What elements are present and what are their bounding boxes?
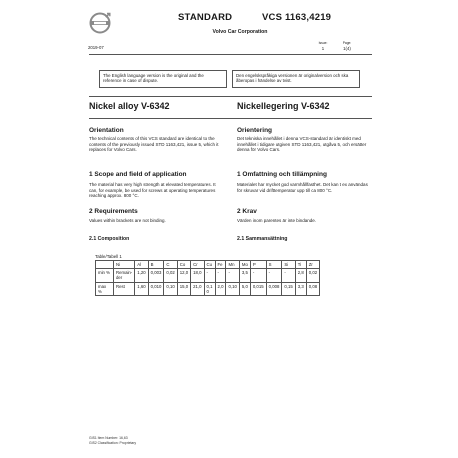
table-cell: 1,60: [135, 282, 148, 295]
page-label: Page:: [342, 41, 352, 45]
document-number: VCS 1163,4219: [262, 12, 332, 23]
table-cell: Rest: [114, 282, 135, 295]
table-cell: Remain- der: [114, 269, 135, 282]
header-divider: [89, 54, 372, 55]
table-cell: -: [226, 269, 239, 282]
table-cell: -: [250, 269, 266, 282]
orientation-text-en: The technical contents of this VCS standard are identical to the contents of the previously issued STD 1163,421, issue 5, which it replaces for Volvo Cars.: [89, 136, 219, 153]
table-cell: min %: [96, 269, 114, 282]
language-notice-sv: Den engelskspråkiga versionen är originalversion och ska åberopas i händelse av tvist.: [232, 70, 360, 88]
table-header-cell: B: [148, 261, 164, 269]
table-header-cell: P: [250, 261, 266, 269]
composition-table: [95, 260, 320, 296]
table-row: [96, 282, 320, 295]
table-cell: 2,0: [215, 282, 226, 295]
title-sv: Nickellegering V-6342: [237, 101, 330, 111]
table-cell: 12,0: [177, 269, 190, 282]
table-header-cell: S: [266, 261, 282, 269]
requirements-text-en: Values within brackets are not binding.: [89, 218, 166, 223]
table-row: [96, 269, 320, 282]
table-header-cell: Co: [177, 261, 190, 269]
table-cell: 1,20: [135, 269, 148, 282]
table-cell: 18,0: [191, 269, 204, 282]
table-header-cell: Ni: [114, 261, 135, 269]
table-cell: 0,15: [282, 282, 295, 295]
company-name: Volvo Car Corporation: [212, 29, 268, 35]
heading-requirements-en: 2 Requirements: [89, 208, 138, 215]
heading-scope-en: 1 Scope and field of application: [89, 171, 187, 178]
table-cell: 0,008: [266, 282, 282, 295]
table-cell: 15,0: [177, 282, 190, 295]
table-cell: -: [215, 269, 226, 282]
table-cell: 0,010: [148, 282, 164, 295]
table-cell: 3,5: [239, 269, 250, 282]
table-cell: 0,10: [164, 282, 177, 295]
table-cell: 21,0: [191, 282, 204, 295]
heading-composition-en: 2.1 Composition: [89, 236, 130, 242]
table-header-cell: Cu: [204, 261, 215, 269]
table-cell: -: [266, 269, 282, 282]
table-cell: -: [282, 269, 295, 282]
table-cell: 0,02: [306, 269, 319, 282]
table-cell: 5,0: [239, 282, 250, 295]
title-divider: [89, 118, 372, 119]
scope-text-sv: Materialet har mycket god varmhållfasthet. Det kan t ex användas för skruvar vid drifttemperatur upp till ca 800 °C.: [237, 182, 368, 193]
table-header-cell: Si: [282, 261, 295, 269]
table-cell: 0,1 0: [204, 282, 215, 295]
title-en: Nickel alloy V-6342: [89, 101, 170, 111]
table-cell: 0,10: [226, 282, 239, 295]
table-cell: -: [204, 269, 215, 282]
footer-classification: GIS2 Classification: Proprietary: [89, 441, 137, 445]
language-notice-en: The English language version is the original and the reference in case of dispute.: [99, 70, 227, 88]
table-cell: 0,02: [164, 269, 177, 282]
table-header-row: [96, 261, 320, 269]
scope-text-en: The material has very high strength at elevated temperatures. It can, for example, be used for screws at operating temperatures reaching approx. 800 °C.: [89, 182, 216, 199]
issue-label: Issue:: [318, 41, 328, 45]
document-type: STANDARD: [178, 12, 233, 23]
heading-orientation-sv: Orientering: [237, 127, 273, 134]
orientation-text-sv: Det tekniska innehållet i denna VCS-standard är identiskt med innehållet i tidigare utgiven STD 1163,421, utgåva 5, och ersätter denna för Volvo Cars.: [237, 136, 367, 153]
heading-orientation-en: Orientation: [89, 127, 124, 134]
heading-composition-sv: 2.1 Sammansättning: [237, 236, 288, 242]
table-cell: 0,08: [306, 282, 319, 295]
heading-scope-sv: 1 Omfattning och tillämpning: [237, 171, 327, 178]
table-header-cell: Cr: [191, 261, 204, 269]
table-header-cell: Zr: [306, 261, 319, 269]
table-cell: 0,003: [148, 269, 164, 282]
footer-item-number: GIS1 Item Number: 16,63: [89, 436, 128, 440]
table-cell: 0,015: [250, 282, 266, 295]
table-header-cell: Al: [135, 261, 148, 269]
notice-divider: [89, 96, 372, 97]
document-date: 2019-07: [88, 45, 104, 50]
heading-requirements-sv: 2 Krav: [237, 208, 257, 215]
table-label: Table/Tabell 1: [95, 254, 122, 259]
table-header-cell: [96, 261, 114, 269]
table-cell: 3,3: [295, 282, 306, 295]
issue-value: 1: [321, 46, 325, 51]
table-cell: 2,8: [295, 269, 306, 282]
page-value: 1(4): [343, 46, 351, 51]
table-header-cell: Mn: [226, 261, 239, 269]
table-header-cell: Ti: [295, 261, 306, 269]
requirements-text-sv: Värden inom parentes är inte bindande.: [237, 218, 317, 223]
table-cell: max %: [96, 282, 114, 295]
table-header-cell: Fe: [215, 261, 226, 269]
table-header-cell: Mo: [239, 261, 250, 269]
table-header-cell: C: [164, 261, 177, 269]
